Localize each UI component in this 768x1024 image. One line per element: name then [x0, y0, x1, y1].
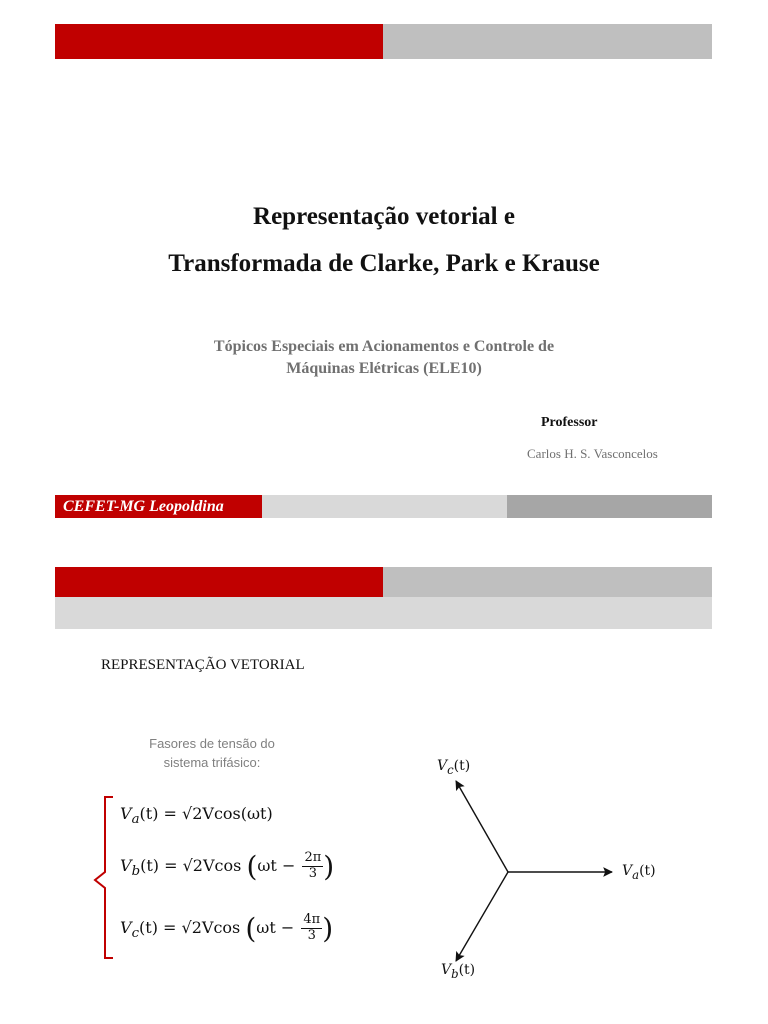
vector-a-label: $V_a(t)$ [622, 863, 656, 882]
equation-vc: $V_c(t) = √2Vcos$ (ωt − $\frac{4\pi}{3}$ ) [120, 912, 334, 945]
slide-title-line-1: Representação vetorial e [253, 203, 515, 230]
equation-va: $V_a(t) = √2Vcos(\omega t)$ [120, 804, 273, 828]
course-subtitle-line-2: Máquinas Elétricas (ELE10) [286, 360, 482, 377]
vector-c-arrow [456, 781, 508, 872]
institution-label: CEFET-MG Leopoldina [55, 495, 262, 518]
caption-line-2: sistema trifásico: [163, 755, 261, 770]
vector-c-label: $V_c(t)$ [437, 758, 471, 777]
course-subtitle-line-1: Tópicos Especiais em Acionamentos e Controle de [213, 338, 555, 355]
professor-name: Carlos H. S. Vasconcelos [527, 446, 658, 461]
slide-title-line-2: Transformada de Clarke, Park e Krause [168, 250, 600, 277]
caption-line-1: Fasores de tensão do [149, 736, 275, 751]
section-title: REPRESENTAÇÃO VETORIAL [101, 657, 305, 673]
vector-b-arrow [456, 872, 508, 961]
professor-label: Professor [541, 415, 598, 430]
equation-brace [95, 797, 113, 958]
equation-vb: $V_b(t) = √2Vcos$ (ωt − $\frac{2\pi}{3}$ ) [120, 850, 335, 883]
vector-b-label: $V_b(t)$ [441, 962, 476, 981]
